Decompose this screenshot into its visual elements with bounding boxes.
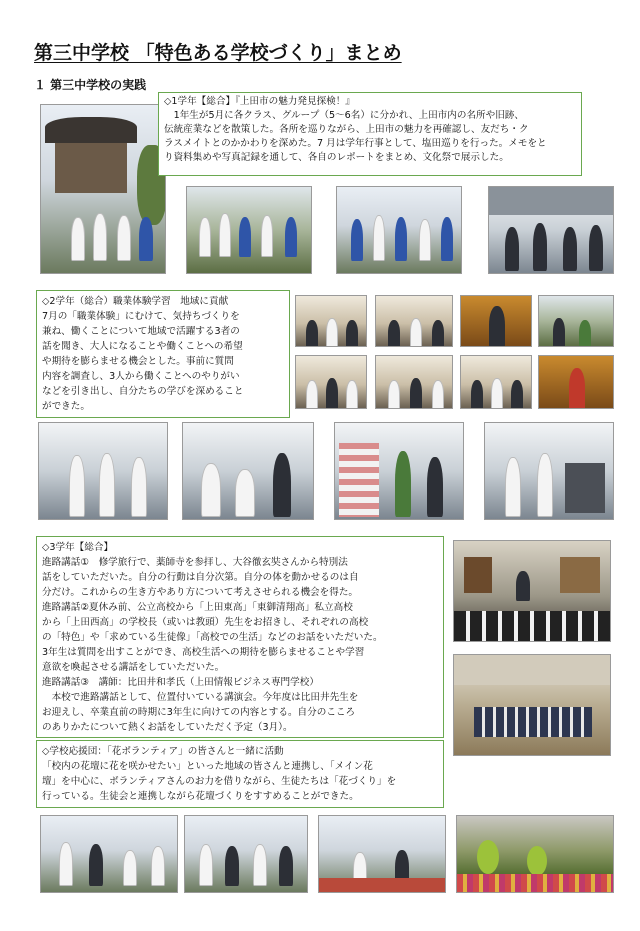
text-line: 話をしていただいた。自分の行動は自分次第。自分の体を動かせるのは自 (42, 572, 359, 583)
photo-speaker-1 (460, 295, 532, 347)
text-line: 兼ね、働くことについて地域で活躍する3者の (42, 326, 240, 337)
text-line: から「上田西高」の学校長（或いは教頭）先生をお招きし、それぞれの高校 (42, 617, 369, 628)
text-line: のありかたについて熱くお話をしていただく予定（3月）。 (42, 722, 293, 733)
text-line: の「特色」や「求めている生徒像」「高校での生活」などのお話をいただいた。 (42, 632, 383, 643)
text-line: ◇学校応援団：「花ボランティア」の皆さんと一緒に活動 (42, 746, 284, 757)
text-line: 本校で進路講話として、位置付いている講演会。今年度は比田井先生を (42, 692, 359, 703)
photo-gym-assembly (453, 654, 611, 756)
photo-classroom-4 (375, 355, 453, 409)
text-line: 進路講話① 修学旅行で、薬師寺を参拝し、大谷徹玄奘さんから特別法 (42, 557, 348, 568)
text-line: 分だけ。これからの生き方やあり方について考えさせられる機会を得た。 (42, 587, 359, 598)
photo-store-work (334, 422, 464, 520)
grade3-text-box (36, 536, 444, 738)
text-line: ラスメイトとのかかわりを深めた。7 月は学年行事として、塩田巡りを行った。メモをと (164, 138, 547, 149)
volunteer-text-box (36, 740, 444, 808)
text-line: などを引き出し、自分たちの学びを深めること (42, 386, 244, 397)
section-heading: １ 第三中学校の実践 (34, 78, 147, 92)
photo-classroom-5 (460, 355, 532, 409)
photo-group-outdoor-1 (186, 186, 312, 274)
photo-lecture-temple (453, 540, 611, 642)
text-line: 行っている。生徒会と連携しながら花壇づくりをすすめることができた。 (42, 791, 359, 802)
text-line: 内容を調査し、3人から働くことへのやりがい (42, 371, 240, 382)
text-line: 1年生が5月に各クラス、グループ（5～6名）に分かれ、上田市内の名所や旧跡、 (164, 110, 525, 121)
text-line: 進路講話②夏休み前、公立高校から「上田東高」「東御清翔高」私立高校 (42, 602, 353, 613)
text-line: ができた。 (42, 401, 90, 412)
text-line: 壇」を中心に、ボランティアさんのお力を借りながら、生徒たちは「花づくり」を (42, 776, 397, 787)
text-line: や期待を膨らませる機会とした。事前に質問 (42, 356, 234, 367)
photo-flower-volunteers-2 (184, 815, 308, 893)
text-line: 3年生は質問を出すことができ、高校生活への期待を膨らませることや学習 (42, 647, 365, 658)
text-line: 7月の「職業体験」にむけて、気持ちづくりを (42, 311, 240, 322)
page-title: 第三中学校 「特色ある学校づくり」まとめ (34, 42, 402, 64)
text-line: 進路講話③ 講師：比田井和孝氏（上田情報ビジネス専門学校） (42, 677, 319, 688)
photo-flower-garden (456, 815, 614, 893)
photo-kitchen-work (38, 422, 168, 520)
text-line: 伝統産業などを散策した。各所を巡りながら、上田市の魅力を再確認し、友だち・ク (164, 124, 529, 135)
text-line: ◇2学年（総合）職業体験学習 地域に貢献 (42, 296, 229, 307)
photo-care-work (182, 422, 314, 520)
photo-speaker-2 (538, 355, 614, 409)
photo-temple-visit (40, 104, 166, 274)
photo-field-work (538, 295, 614, 347)
text-line: お迎えし、卒業直前の時期に3年生に向けての内容とする。自分のこころ (42, 707, 356, 718)
text-line: 意欲を喚起させる講話をしていただいた。 (42, 662, 225, 673)
photo-flower-bed-work (318, 815, 446, 893)
photo-flower-volunteers-1 (40, 815, 178, 893)
photo-workshop (484, 422, 614, 520)
photo-group-street (336, 186, 462, 274)
photo-classroom-1 (295, 295, 367, 347)
text-line: 話を聞き、大人になることや働くことへの希望 (42, 341, 243, 352)
grade2-text-box (36, 290, 290, 418)
text-line: 「校内の花壇に花を咲かせたい」といった地域の皆さんと連携し、「メイン花 (42, 761, 373, 772)
photo-classroom-3 (295, 355, 367, 409)
text-line: ◇3学年【総合】 (42, 542, 114, 553)
grade1-text-box (158, 92, 582, 176)
text-line: り資料集めや写真記録を通して、各自のレポートをまとめ、文化祭で展示した。 (164, 152, 509, 163)
photo-factory-visit (488, 186, 614, 274)
text-line: ◇1学年【総合】『上田市の魅力発見探検！』 (164, 96, 355, 107)
photo-classroom-2 (375, 295, 453, 347)
